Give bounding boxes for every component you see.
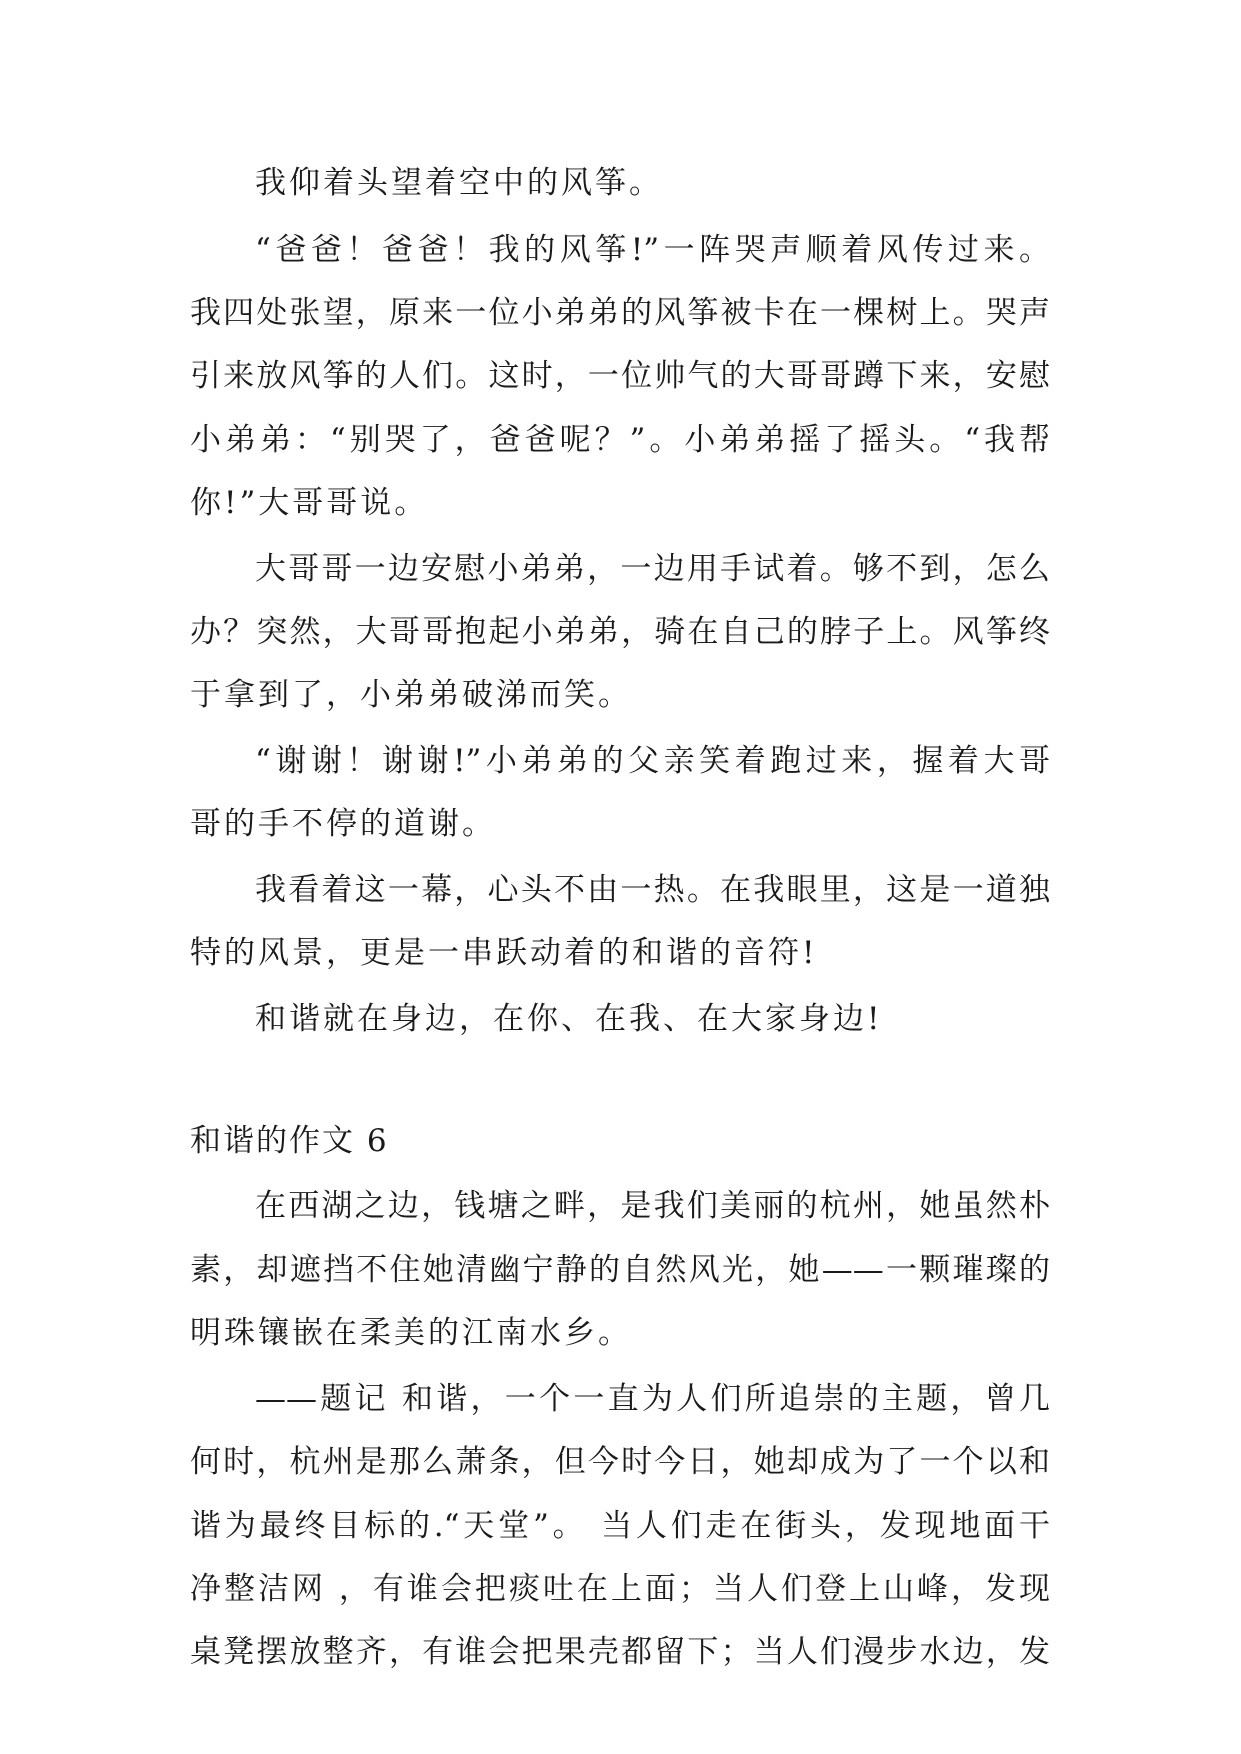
- paragraph-line: 哥的手不停的道谢。: [190, 806, 496, 842]
- paragraph-line: 在西湖之边，钱塘之畔，是我们美丽的杭州，她虽然朴: [255, 1188, 1050, 1224]
- paragraph-line: “爸爸！爸爸！我的风筝!”一阵哭声顺着风传过来。: [255, 232, 1050, 268]
- paragraph-line: 你!”大哥哥说。: [190, 485, 429, 521]
- paragraph-line: 桌凳摆放整齐，有谁会把果壳都留下；当人们漫步水边，发: [190, 1634, 1050, 1670]
- paragraph-line: 大哥哥一边安慰小弟弟，一边用手试着。够不到，怎么: [255, 551, 1050, 587]
- paragraph-line: 我四处张望，原来一位小弟弟的风筝被卡在一棵树上。哭声: [190, 295, 1050, 331]
- paragraph-line: 和谐就在身边，在你、在我、在大家身边!: [255, 1001, 883, 1037]
- paragraph-line: 引来放风筝的人们。这时，一位帅气的大哥哥蹲下来，安慰: [190, 358, 1050, 394]
- section-heading: 和谐的作文 6: [190, 1123, 389, 1159]
- paragraph-line: 特的风景，更是一串跃动着的和谐的音符!: [190, 935, 818, 971]
- paragraph-line: 明珠镶嵌在柔美的江南水乡。: [190, 1315, 632, 1351]
- paragraph-line: 办？突然，大哥哥抱起小弟弟，骑在自己的脖子上。风筝终: [190, 614, 1050, 650]
- paragraph-line: ——题记 和谐，一个一直为人们所追崇的主题，曾几: [255, 1381, 1050, 1417]
- paragraph-line: 小弟弟：“别哭了，爸爸呢？”。小弟弟摇了摇头。“我帮: [190, 422, 1050, 458]
- paragraph-line: “谢谢！谢谢!”小弟弟的父亲笑着跑过来，握着大哥: [255, 743, 1050, 779]
- paragraph-line: 我仰着头望着空中的风筝。: [255, 165, 663, 201]
- paragraph-line: 何时，杭州是那么萧条，但今时今日，她却成为了一个以和: [190, 1444, 1050, 1480]
- paragraph-line: 于拿到了，小弟弟破涕而笑。: [190, 677, 632, 713]
- paragraph-line: 我看着这一幕，心头不由一热。在我眼里，这是一道独: [255, 872, 1050, 908]
- paragraph-line: 净整洁网 ，有谁会把痰吐在上面；当人们登上山峰，发现: [190, 1571, 1050, 1607]
- paragraph-line: 素，却遮挡不住她清幽宁静的自然风光，她——一颗璀璨的: [190, 1252, 1050, 1288]
- paragraph-line: 谐为最终目标的.“天堂”。 当人们走在街头，发现地面干: [190, 1508, 1050, 1544]
